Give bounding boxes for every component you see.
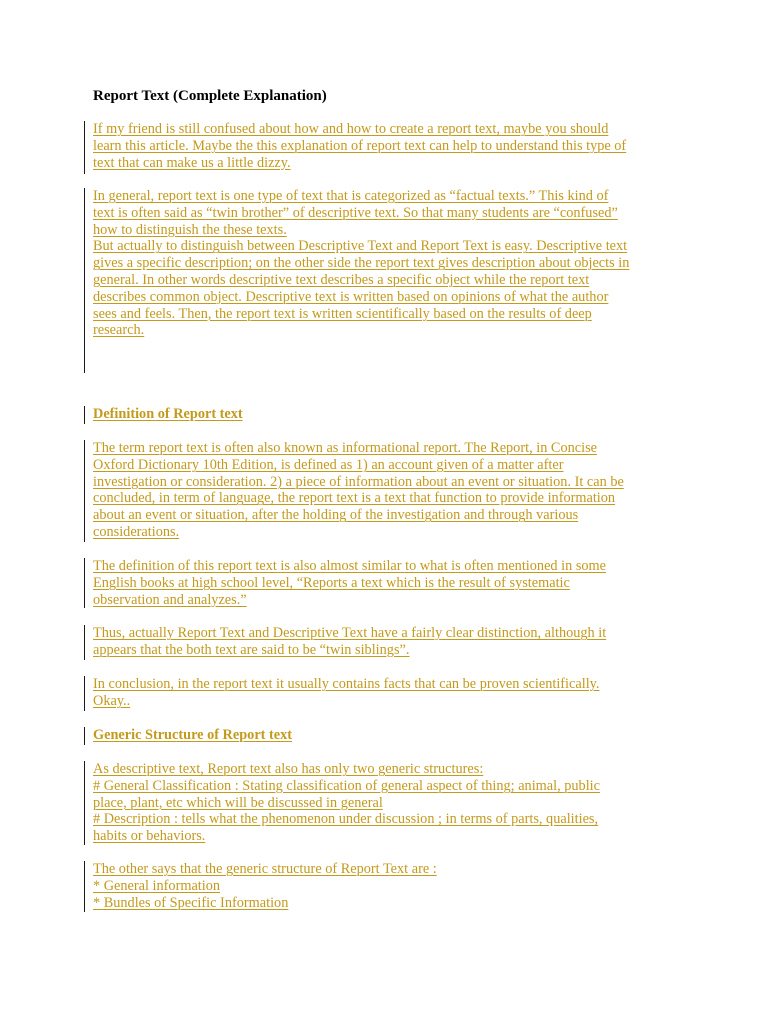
text-line: But actually to distinguish between Descriptive Text and Report Text is easy. Descriptive text — [93, 238, 628, 255]
paragraph-text — [93, 558, 685, 608]
text-line: considerations. — [93, 523, 180, 540]
text-line: learn this article. Maybe the this explanation of report text can help to understand this type of — [93, 137, 627, 154]
section-heading — [93, 406, 685, 423]
text-line: If my friend is still confused about how and how to create a report text, maybe you should — [93, 121, 609, 137]
text-line: appears that the both text are said to be “twin siblings”. — [93, 641, 410, 658]
paragraph-text — [93, 676, 685, 710]
text-line: describes common object. Descriptive text is written based on opinions of what the author — [93, 288, 609, 305]
text-line: about an event or situation, after the holding of the investigation and through various — [93, 507, 579, 524]
paragraph-text — [93, 121, 685, 171]
text-line: Oxford Dictionary 10th Edition, is defined as 1) an account given of a matter after — [93, 456, 564, 473]
text-line: habits or behaviors. — [93, 828, 206, 845]
text-line: observation and analyzes.” — [93, 591, 247, 608]
section-heading-block — [84, 727, 685, 745]
paragraph-text — [93, 188, 685, 339]
revision-paragraph — [84, 558, 685, 608]
text-line: how to distinguish the these texts. — [93, 221, 287, 238]
text-line: gives a specific description; on the other side the report text gives description about objects in — [93, 255, 630, 272]
text-line: text is often said as “twin brother” of descriptive text. So that many students are “confused” — [93, 204, 618, 221]
text-line: * General information — [93, 877, 221, 894]
text-line: As descriptive text, Report text also has only two generic structures: — [93, 761, 484, 777]
text-line: # General Classification : Stating classification of general aspect of thing; animal, public — [93, 777, 600, 794]
paragraph-text — [93, 761, 685, 845]
text-line: The definition of this report text is also almost similar to what is often mentioned in some — [93, 558, 607, 574]
text-line: place, plant, etc which will be discussed in general — [93, 794, 383, 811]
text-line: research. — [93, 322, 145, 339]
heading-text: Generic Structure of Report text — [93, 727, 293, 743]
paragraph-text — [93, 440, 685, 541]
paragraph-text — [93, 861, 685, 911]
text-line: In conclusion, in the report text it usually contains facts that can be proven scientifically. — [93, 676, 600, 692]
text-line: # Description : tells what the phenomenon under discussion ; in terms of parts, qualities, — [93, 811, 599, 828]
text-line: The other says that the generic structure of Report Text are : — [93, 861, 437, 877]
document-title: Report Text (Complete Explanation) — [93, 88, 327, 104]
text-line: Okay.. — [93, 692, 131, 709]
text-line: investigation or consideration. 2) a piece of information about an event or situation. It can be — [93, 473, 624, 490]
text-line: text that can make us a little dizzy. — [93, 154, 291, 171]
text-line: In general, report text is one type of text that is categorized as “factual texts.” This kind of — [93, 188, 609, 204]
text-line: sees and feels. Then, the report text is written scientifically based on the results of deep — [93, 305, 592, 322]
text-line: English books at high school level, “Reports a text which is the result of systematic — [93, 574, 570, 591]
revision-paragraph — [84, 188, 685, 373]
text-line: Thus, actually Report Text and Descriptive Text have a fairly clear distinction, although it — [93, 625, 607, 641]
revision-paragraph — [84, 440, 685, 542]
paragraph-text — [93, 625, 685, 659]
text-line: The term report text is often also known as informational report. The Report, in Concise — [93, 440, 597, 456]
text-line: concluded, in term of language, the report text is a text that function to provide information — [93, 490, 616, 507]
section-heading — [93, 727, 685, 744]
text-line: general. In other words descriptive text describes a specific object while the report text — [93, 271, 590, 288]
revision-paragraph — [84, 121, 685, 174]
heading-text: Definition of Report text — [93, 406, 243, 422]
revision-paragraph — [84, 625, 685, 660]
revision-paragraph — [84, 676, 685, 711]
section-heading-block — [84, 406, 685, 424]
revision-paragraph — [84, 761, 685, 845]
text-line: * Bundles of Specific Information — [93, 894, 289, 911]
revision-paragraph — [84, 861, 685, 912]
